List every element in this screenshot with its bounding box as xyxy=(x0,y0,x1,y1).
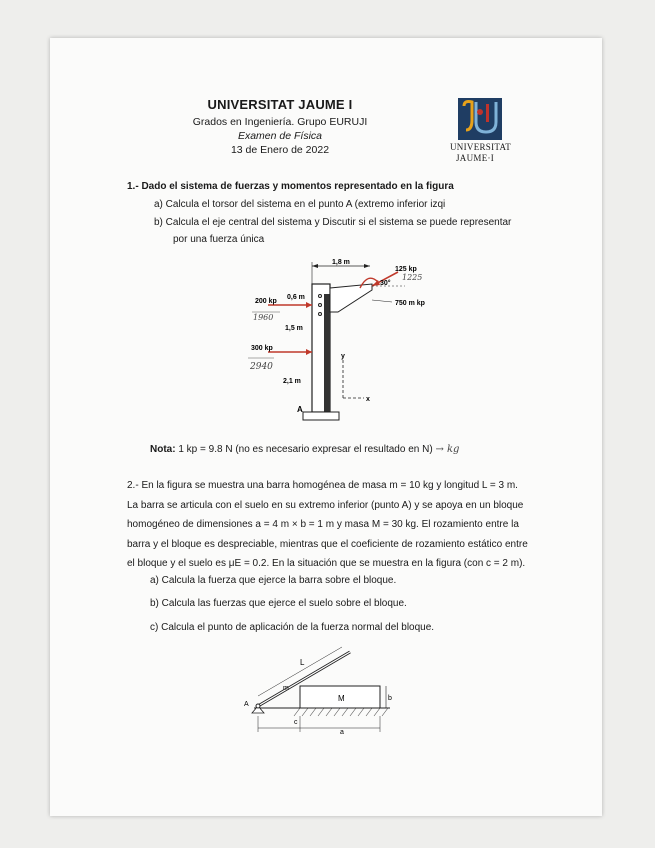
exam-date: 13 de Enero de 2022 xyxy=(230,144,330,156)
q1-item-a: a) Calcula el torsor del sistema en el punto A (extremo inferior izqi xyxy=(154,199,446,210)
q1-intro: 1.- Dado el sistema de fuerzas y momentos representado en la figura xyxy=(127,181,454,192)
exam-title: Examen de Física xyxy=(237,130,323,142)
dim-1-8: 1,8 m xyxy=(332,259,350,266)
q1-item-b-cont: por una fuerza única xyxy=(173,234,265,245)
q2-line: el bloque y el suelo es μE = 0.2. En la situación que se muestra en la figura (con c = 2 m). xyxy=(127,558,526,569)
logo-text-2: JAUME·I xyxy=(456,153,495,163)
note-hand: → kg xyxy=(435,444,460,455)
label-L: L xyxy=(300,658,305,667)
axis-x: x xyxy=(366,396,370,403)
q1-note: Nota: 1 kp = 9.8 N (no es necesario expresar el resultado en N) → kg xyxy=(150,444,460,455)
dim-1-5: 1,5 m xyxy=(285,325,303,332)
q2-figure xyxy=(236,644,416,740)
moment-750: 750 m kp xyxy=(395,300,425,307)
label-b: b xyxy=(388,695,392,702)
university-title: UNIVERSITAT JAUME I xyxy=(207,97,353,112)
q1-figure xyxy=(240,258,470,428)
logo-text-1: UNIVERSITAT xyxy=(450,142,512,152)
point-a: A xyxy=(297,405,303,414)
label-c: c xyxy=(294,719,298,726)
force-200: 200 kp xyxy=(255,298,277,305)
label-A: A xyxy=(244,701,249,708)
label-a: a xyxy=(340,729,344,736)
q2-item-c: c) Calcula el punto de aplicación de la fuerza normal del bloque. xyxy=(150,622,435,633)
angle-label: 30° xyxy=(380,280,391,287)
hand-2940: 2940 xyxy=(250,362,273,372)
hand-1225: 1225 xyxy=(402,273,423,282)
q2-line: homogéneo de dimensiones a = 4 m × b = 1 m y masa M = 30 kg. El rozamiento entre la xyxy=(127,519,519,530)
q1-item-b: b) Calcula el eje central del sistema y Discutir si el sistema se puede representar xyxy=(154,217,512,228)
label-M: M xyxy=(338,694,345,703)
degree-line: Grados en Ingeniería. Grupo EURUJI xyxy=(192,116,368,128)
q2-item-b: b) Calcula las fuerzas que ejerce el suelo sobre el bloque. xyxy=(150,598,407,609)
q2-line: barra y el bloque es despreciable, mientras que el coeficiente de rozamiento estático entre xyxy=(127,538,528,550)
dim-0-6: 0,6 m xyxy=(287,294,305,301)
force-125: 125 kp xyxy=(395,266,417,273)
label-m: m xyxy=(283,685,289,692)
university-logo-icon xyxy=(458,98,502,140)
hand-1960: 1960 xyxy=(253,313,274,322)
q2-line: La barra se articula con el suelo en su extremo inferior (punto A) y se apoya en un bloque xyxy=(127,499,524,511)
q2-item-a: a) Calcula la fuerza que ejerce la barra sobre el bloque. xyxy=(150,575,397,586)
axis-y: y xyxy=(341,353,345,360)
q2-line: 2.- En la figura se muestra una barra homogénea de masa m = 10 kg y longitud L = 3 m. xyxy=(127,480,518,491)
q2-statement xyxy=(127,476,547,574)
dim-2-1: 2,1 m xyxy=(283,378,301,385)
force-300: 300 kp xyxy=(251,345,273,352)
